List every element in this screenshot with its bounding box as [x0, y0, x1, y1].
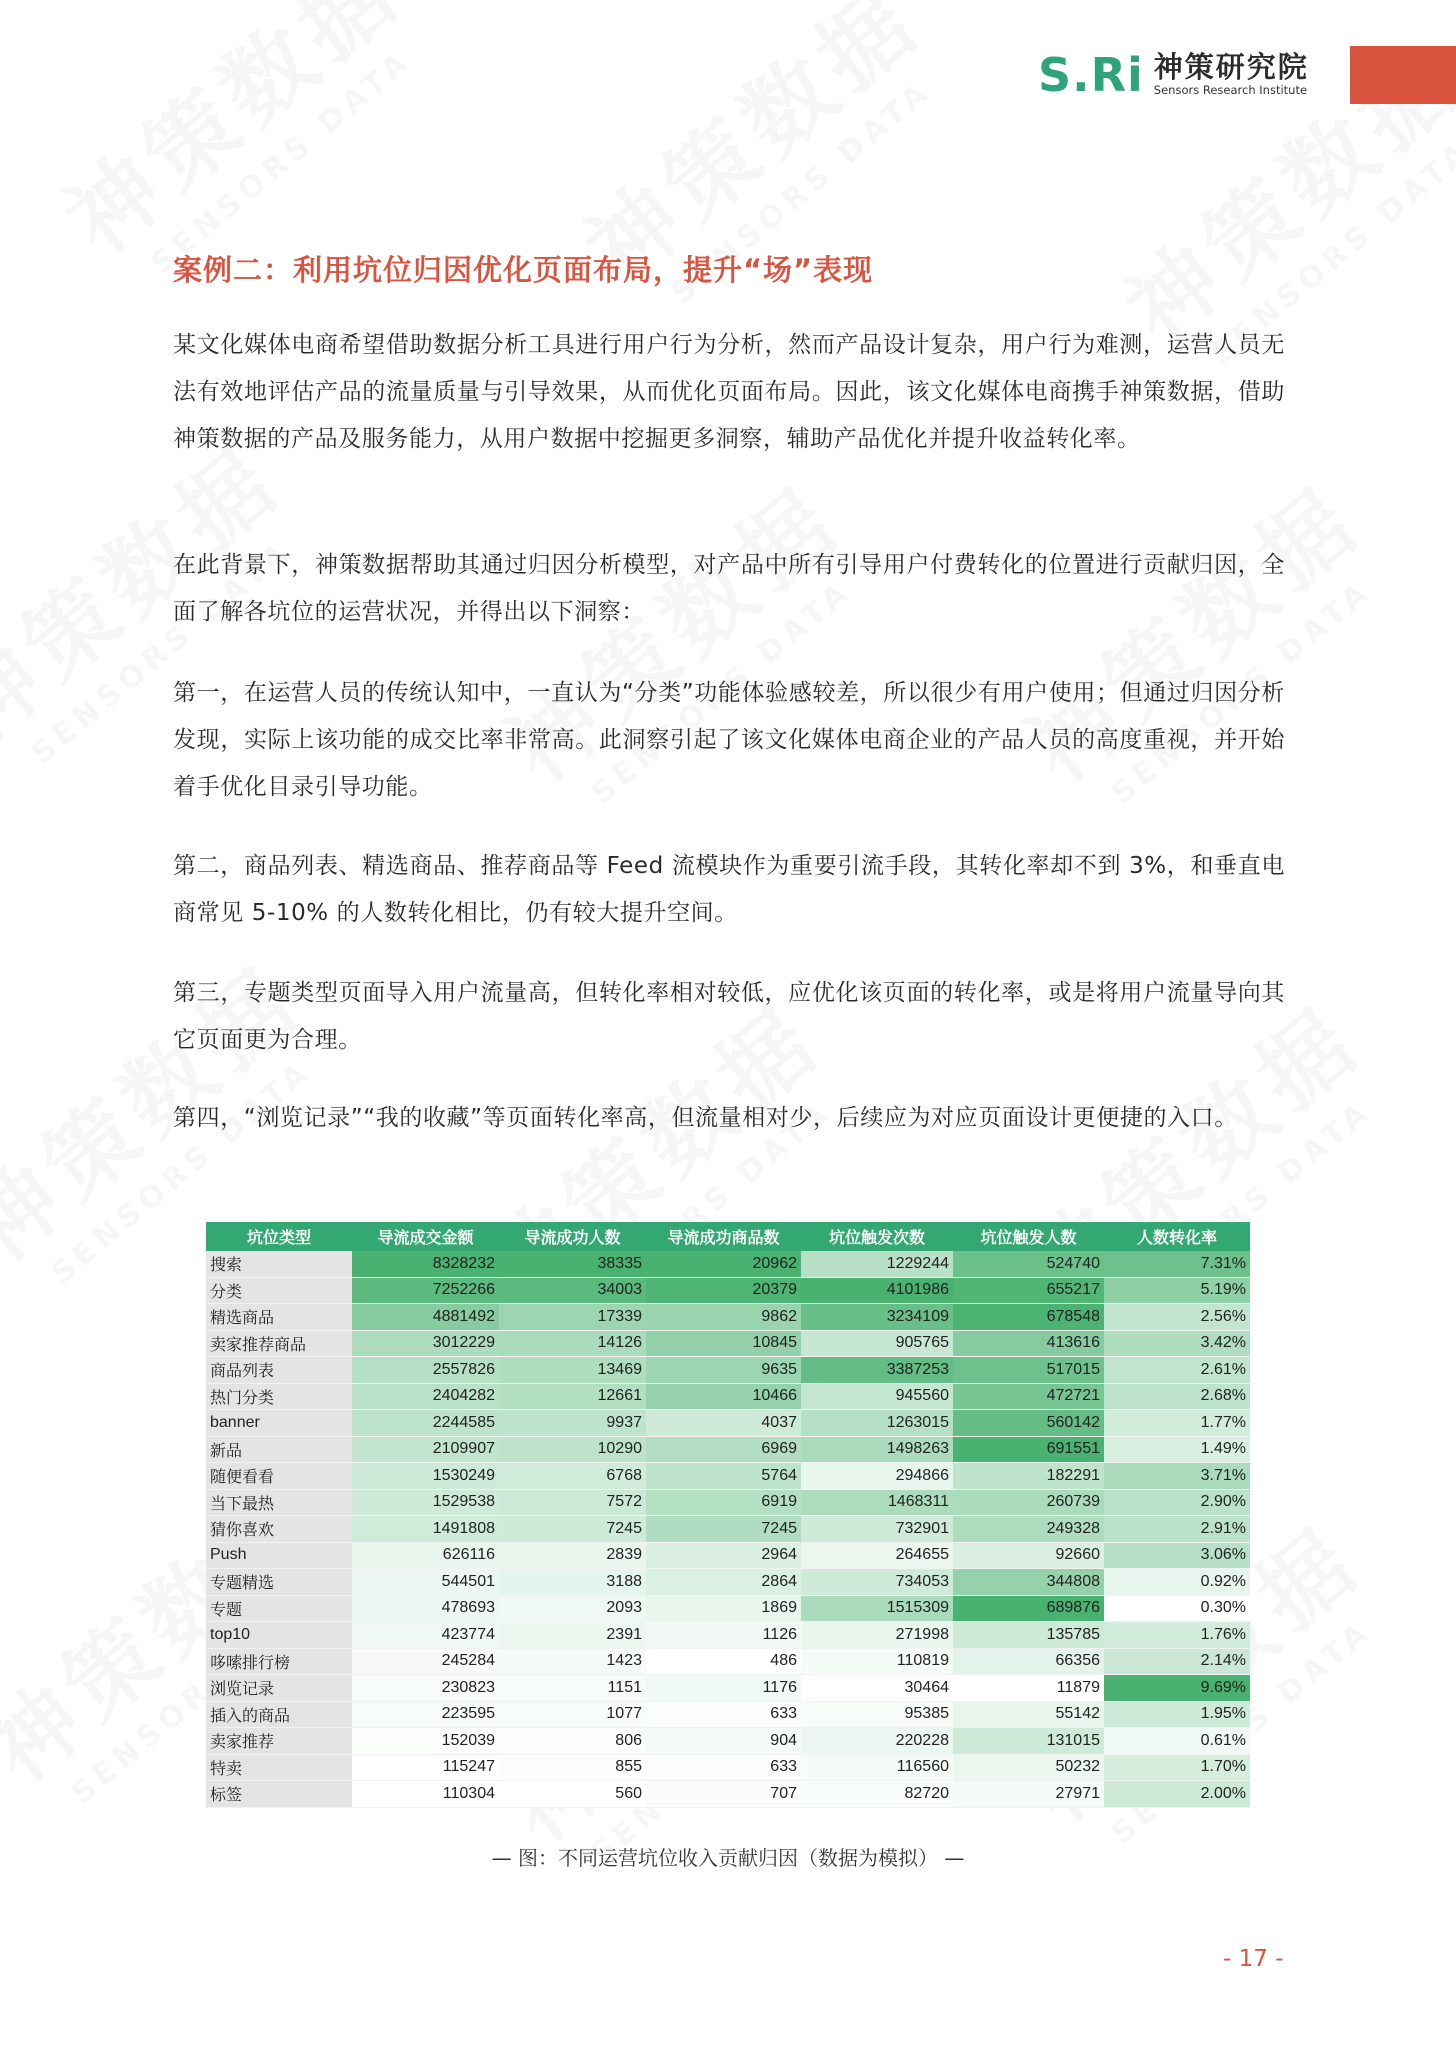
- table-row: [206, 1701, 1250, 1728]
- table-cell: 116560: [801, 1754, 953, 1781]
- table-cell: 905765: [801, 1330, 953, 1357]
- table-cell: 11879: [953, 1675, 1104, 1702]
- table-cell: 10845: [646, 1330, 801, 1357]
- column-header: 导流成功人数: [499, 1222, 646, 1251]
- table-cell: 82720: [801, 1781, 953, 1808]
- table-cell: 2964: [646, 1542, 801, 1569]
- table-cell: 560: [499, 1781, 646, 1808]
- table-cell: 110819: [801, 1648, 953, 1675]
- row-label: 插入的商品: [206, 1701, 352, 1728]
- table-cell: 633: [646, 1701, 801, 1728]
- table-cell: 7245: [499, 1516, 646, 1543]
- table-cell: 707: [646, 1781, 801, 1808]
- table-row: [206, 1595, 1250, 1622]
- table-cell: 4881492: [352, 1304, 499, 1331]
- paragraph-3: 第一，在运营人员的传统认知中，一直认为“分类”功能体验感较差，所以很少有用户使用；但通过归因分析发现，实际上该功能的成交比率非常高。此洞察引起了该文化媒体电商企业的产品人员的高度重视，并开始着手优化目录引导功能。: [173, 680, 1285, 800]
- table-cell: 1.49%: [1104, 1436, 1250, 1463]
- table-cell: 230823: [352, 1675, 499, 1702]
- table-cell: 2557826: [352, 1357, 499, 1384]
- table-cell: 6768: [499, 1463, 646, 1490]
- page-number: - 17 -: [1223, 1946, 1284, 1972]
- table-header-row: [206, 1222, 1250, 1251]
- table-cell: 1263015: [801, 1410, 953, 1437]
- table-cell: 2391: [499, 1622, 646, 1649]
- row-label: top10: [206, 1622, 352, 1649]
- table-row: [206, 1304, 1250, 1331]
- watermark-en: [637, 50, 966, 334]
- table-row: [206, 1728, 1250, 1755]
- table-row: [206, 1516, 1250, 1543]
- row-label: 随便看看: [206, 1463, 352, 1490]
- table-cell: 249328: [953, 1516, 1104, 1543]
- table-cell: 27971: [953, 1781, 1104, 1808]
- row-label: 卖家推荐: [206, 1728, 352, 1755]
- table-cell: 20962: [646, 1251, 801, 1277]
- table-cell: 2.68%: [1104, 1383, 1250, 1410]
- table-cell: 855: [499, 1754, 646, 1781]
- table-row: [206, 1330, 1250, 1357]
- table-cell: 3387253: [801, 1357, 953, 1384]
- table-cell: 17339: [499, 1304, 646, 1331]
- table-cell: 1491808: [352, 1516, 499, 1543]
- table-cell: 7.31%: [1104, 1251, 1250, 1277]
- table-cell: 3.06%: [1104, 1542, 1250, 1569]
- table-cell: 2.91%: [1104, 1516, 1250, 1543]
- table-cell: 2109907: [352, 1436, 499, 1463]
- column-header: 坑位触发人数: [953, 1222, 1104, 1251]
- table-cell: 0.61%: [1104, 1728, 1250, 1755]
- table-cell: 3234109: [801, 1304, 953, 1331]
- row-label: 标签: [206, 1781, 352, 1808]
- table-cell: 655217: [953, 1277, 1104, 1304]
- table-cell: 6919: [646, 1489, 801, 1516]
- table-cell: 110304: [352, 1781, 499, 1808]
- table-cell: 115247: [352, 1754, 499, 1781]
- table-cell: 2.90%: [1104, 1489, 1250, 1516]
- table-cell: 34003: [499, 1277, 646, 1304]
- table-cell: 626116: [352, 1542, 499, 1569]
- table-row: [206, 1569, 1250, 1596]
- row-label: 专题精选: [206, 1569, 352, 1596]
- brand-logo: [1038, 48, 1309, 102]
- table-cell: 3.71%: [1104, 1463, 1250, 1490]
- table-cell: 55142: [953, 1701, 1104, 1728]
- table-cell: 2.14%: [1104, 1648, 1250, 1675]
- table-cell: 13469: [499, 1357, 646, 1384]
- paragraph-2: 在此背景下，神策数据帮助其通过归因分析模型，对产品中所有引导用户付费转化的位置进行贡献归因，全面了解各坑位的运营状况，并得出以下洞察：: [173, 552, 1285, 625]
- table-row: [206, 1357, 1250, 1384]
- table-cell: 4101986: [801, 1277, 953, 1304]
- table-cell: 12661: [499, 1383, 646, 1410]
- table-cell: 7245: [646, 1516, 801, 1543]
- table-cell: 9862: [646, 1304, 801, 1331]
- table-cell: 478693: [352, 1595, 499, 1622]
- table-cell: 732901: [801, 1516, 953, 1543]
- paragraph-6: 第四，“浏览记录”“我的收藏”等页面转化率高，但流量相对少，后续应为对应页面设计更便捷的入口。: [173, 1105, 1238, 1131]
- header-accent-bar: [1350, 46, 1456, 104]
- table-cell: 2404282: [352, 1383, 499, 1410]
- table-cell: 38335: [499, 1251, 646, 1277]
- paragraph-1: 某文化媒体电商希望借助数据分析工具进行用户行为分析，然而产品设计复杂，用户行为难测，运营人员无法有效地评估产品的流量质量与引导效果，从而优化页面布局。因此，该文化媒体电商携手神策数据，借助神策数据的产品及服务能力，从用户数据中挖掘更多洞察，辅助产品优化并提升收益转化率。: [173, 332, 1285, 452]
- table-cell: 92660: [953, 1542, 1104, 1569]
- row-label: 新品: [206, 1436, 352, 1463]
- table-cell: 7252266: [352, 1277, 499, 1304]
- table-cell: 1498263: [801, 1436, 953, 1463]
- table-row: [206, 1383, 1250, 1410]
- table-cell: 271998: [801, 1622, 953, 1649]
- table-row: [206, 1754, 1250, 1781]
- paragraph-5: 第三，专题类型页面导入用户流量高，但转化率相对较低，应优化该页面的转化率，或是将用户流量导向其它页面更为合理。: [173, 980, 1285, 1053]
- table-cell: 220228: [801, 1728, 953, 1755]
- table-cell: 2.00%: [1104, 1781, 1250, 1808]
- table-cell: 3012229: [352, 1330, 499, 1357]
- table-cell: 0.30%: [1104, 1595, 1250, 1622]
- table-cell: 2244585: [352, 1410, 499, 1437]
- table-cell: 66356: [953, 1648, 1104, 1675]
- row-label: 分类: [206, 1277, 352, 1304]
- table-cell: 633: [646, 1754, 801, 1781]
- logo-mark: S.Ri: [1038, 48, 1144, 102]
- table-cell: 1.70%: [1104, 1754, 1250, 1781]
- table-cell: 423774: [352, 1622, 499, 1649]
- table-cell: 806: [499, 1728, 646, 1755]
- row-label: 当下最热: [206, 1489, 352, 1516]
- paragraph-4: 第二，商品列表、精选商品、推荐商品等 Feed 流模块作为重要引流手段，其转化率却不到 3%，和垂直电商常见 5-10% 的人数转化相比，仍有较大提升空间。: [173, 853, 1285, 926]
- table-cell: 9.69%: [1104, 1675, 1250, 1702]
- attribution-table: [206, 1222, 1250, 1808]
- section-title: 案例二：利用坑位归因优化页面布局，提升“场”表现: [173, 253, 874, 287]
- row-label: 搜索: [206, 1251, 352, 1277]
- table-cell: 2864: [646, 1569, 801, 1596]
- row-label: 专题: [206, 1595, 352, 1622]
- table-cell: 1515309: [801, 1595, 953, 1622]
- table-cell: 517015: [953, 1357, 1104, 1384]
- table-cell: 3188: [499, 1569, 646, 1596]
- table-cell: 20379: [646, 1277, 801, 1304]
- table-cell: 691551: [953, 1436, 1104, 1463]
- table-row: [206, 1489, 1250, 1516]
- table-cell: 10466: [646, 1383, 801, 1410]
- table-cell: 9635: [646, 1357, 801, 1384]
- table-cell: 7572: [499, 1489, 646, 1516]
- table-cell: 4037: [646, 1410, 801, 1437]
- table-cell: 9937: [499, 1410, 646, 1437]
- table-cell: 1176: [646, 1675, 801, 1702]
- table-cell: 294866: [801, 1463, 953, 1490]
- table-cell: 182291: [953, 1463, 1104, 1490]
- table-row: [206, 1277, 1250, 1304]
- table-cell: 560142: [953, 1410, 1104, 1437]
- row-label: Push: [206, 1542, 352, 1569]
- logo-cn: 神策研究院: [1153, 50, 1309, 85]
- table-cell: 413616: [953, 1330, 1104, 1357]
- table-cell: 2.56%: [1104, 1304, 1250, 1331]
- table-cell: 1.95%: [1104, 1701, 1250, 1728]
- table-cell: 1151: [499, 1675, 646, 1702]
- table-cell: 1530249: [352, 1463, 499, 1490]
- table-cell: 1126: [646, 1622, 801, 1649]
- column-header: 坑位类型: [206, 1222, 352, 1251]
- table-row: [206, 1463, 1250, 1490]
- table-cell: 2093: [499, 1595, 646, 1622]
- table-cell: 1077: [499, 1701, 646, 1728]
- row-label: 精选商品: [206, 1304, 352, 1331]
- table-cell: 2.61%: [1104, 1357, 1250, 1384]
- table-cell: 544501: [352, 1569, 499, 1596]
- table-cell: 524740: [953, 1251, 1104, 1277]
- table-cell: 152039: [352, 1728, 499, 1755]
- table-cell: 10290: [499, 1436, 646, 1463]
- table-cell: 245284: [352, 1648, 499, 1675]
- table-cell: 0.92%: [1104, 1569, 1250, 1596]
- table-cell: 904: [646, 1728, 801, 1755]
- column-header: 人数转化率: [1104, 1222, 1250, 1251]
- table-row: [206, 1622, 1250, 1649]
- row-label: banner: [206, 1410, 352, 1437]
- table-cell: 689876: [953, 1595, 1104, 1622]
- table-cell: 131015: [953, 1728, 1104, 1755]
- column-header: 坑位触发次数: [801, 1222, 953, 1251]
- table-cell: 260739: [953, 1489, 1104, 1516]
- table-cell: 8328232: [352, 1251, 499, 1277]
- logo-text: [1154, 52, 1309, 98]
- table-cell: 486: [646, 1648, 801, 1675]
- table-row: [206, 1675, 1250, 1702]
- table-cell: 1869: [646, 1595, 801, 1622]
- table-cell: 6969: [646, 1436, 801, 1463]
- table-cell: 14126: [499, 1330, 646, 1357]
- table-row: [206, 1781, 1250, 1808]
- table-cell: 1529538: [352, 1489, 499, 1516]
- table-cell: 264655: [801, 1542, 953, 1569]
- table-cell: 344808: [953, 1569, 1104, 1596]
- table-cell: 1423: [499, 1648, 646, 1675]
- row-label: 浏览记录: [206, 1675, 352, 1702]
- table-cell: 223595: [352, 1701, 499, 1728]
- figure-caption: — 图：不同运营坑位收入贡献归因（数据为模拟） —: [491, 1846, 965, 1870]
- watermark-cn: [34, 0, 424, 277]
- table-row: [206, 1648, 1250, 1675]
- table-cell: 3.42%: [1104, 1330, 1250, 1357]
- column-header: 导流成功商品数: [646, 1222, 801, 1251]
- table-cell: 472721: [953, 1383, 1104, 1410]
- row-label: 猜你喜欢: [206, 1516, 352, 1543]
- table-cell: 678548: [953, 1304, 1104, 1331]
- table-cell: 734053: [801, 1569, 953, 1596]
- table-row: [206, 1251, 1250, 1277]
- table-cell: 135785: [953, 1622, 1104, 1649]
- table-cell: 1.77%: [1104, 1410, 1250, 1437]
- table-row: [206, 1410, 1250, 1437]
- table-cell: 95385: [801, 1701, 953, 1728]
- table-row: [206, 1436, 1250, 1463]
- table-cell: 5764: [646, 1463, 801, 1490]
- row-label: 特卖: [206, 1754, 352, 1781]
- table-row: [206, 1542, 1250, 1569]
- row-label: 哆嗦排行榜: [206, 1648, 352, 1675]
- table-cell: 50232: [953, 1754, 1104, 1781]
- table-cell: 2839: [499, 1542, 646, 1569]
- table-cell: 945560: [801, 1383, 953, 1410]
- row-label: 卖家推荐商品: [206, 1330, 352, 1357]
- logo-en: Sensors Research Institute: [1153, 83, 1308, 98]
- table-cell: 1.76%: [1104, 1622, 1250, 1649]
- row-label: 商品列表: [206, 1357, 352, 1384]
- table-cell: 5.19%: [1104, 1277, 1250, 1304]
- table-cell: 1229244: [801, 1251, 953, 1277]
- column-header: 导流成交金额: [352, 1222, 499, 1251]
- row-label: 热门分类: [206, 1383, 352, 1410]
- table-cell: 30464: [801, 1675, 953, 1702]
- table-cell: 1468311: [801, 1489, 953, 1516]
